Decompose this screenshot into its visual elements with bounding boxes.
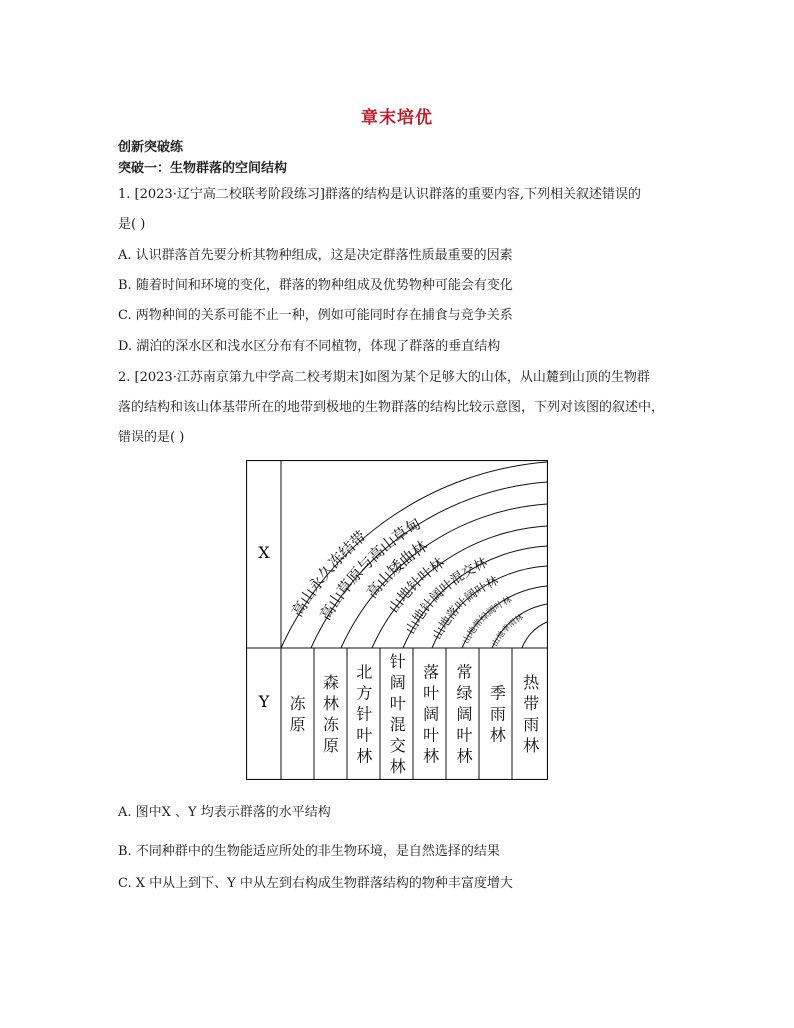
latitude-zone-label: 常绿阔叶林 <box>456 662 473 766</box>
arc-label-3: 高山矮曲林 <box>362 537 431 602</box>
latitude-zone-label: 森林冻原 <box>323 673 340 755</box>
question-1-stem-line2: 是( ) <box>118 217 146 232</box>
latitude-zone-labels <box>290 652 541 776</box>
arc-label-1: 高山永久冻结带 <box>288 527 370 621</box>
arc-label-4: 山地针叶林 <box>385 555 448 617</box>
question-2-stem-line1: 2. [2023·江苏南京第九中学高二校考期末]如图为某个足够大的山体，从山麓到山顶的生物群 <box>118 370 650 385</box>
latitude-zone-label: 落叶阔叶林 <box>423 662 440 766</box>
latitude-zone-label: 针阔叶混交林 <box>389 652 406 776</box>
question-2-option-b: B. 不同种群中的生物能适应所处的非生物环境，是自然选择的结果 <box>118 844 500 859</box>
question-1-option-d: D. 湖泊的深水区和浅水区分布有不同植物，体现了群落的垂直结构 <box>118 339 501 354</box>
question-2-stem-line2: 落的结构和该山体基带所在的地带到极地的生物群落的结构比较示意图，下列对该图的叙述中， <box>118 400 665 415</box>
question-2-option-a: A. 图中X 、Y 均表示群落的水平结构 <box>118 805 331 820</box>
arc-label-2: 高山草原与高山草甸 <box>316 514 425 624</box>
arc-label-6: 山地落叶阔叶林 <box>429 573 501 642</box>
latitude-zone-label: 热带雨林 <box>523 673 540 755</box>
x-row-label: X <box>258 543 270 562</box>
section-heading: 创新突破练 <box>118 140 184 155</box>
y-column-dividers <box>314 648 512 780</box>
vegetation-zonation-figure <box>246 460 548 780</box>
page-title: 章末培优 <box>361 108 433 128</box>
question-1-stem-line1: 1. [2023·辽宁高二校联考阶段练习]群落的结构是认识群落的重要内容,下列相关叙述错误的 <box>118 187 642 202</box>
arc-label-7: 山地常绿阔叶林 <box>461 595 514 646</box>
question-2-stem-line3: 错误的是( ) <box>118 430 185 445</box>
question-1-option-a: A. 认识群落首先要分析其物种组成，这是决定群落性质最重要的因素 <box>118 248 513 263</box>
latitude-zone-label: 季雨林 <box>489 683 506 745</box>
y-row-label: Y <box>258 692 270 711</box>
question-2-option-c: C. X 中从上到下、Y 中从左到右构成生物群落结构的物种丰富度增大 <box>118 876 513 891</box>
arc-label-5: 山地针阔叶混交林 <box>403 555 490 637</box>
latitude-zone-label: 冻原 <box>289 694 306 734</box>
subsection-heading: 突破一：生物群落的空间结构 <box>118 161 288 176</box>
latitude-zone-label: 北方针叶林 <box>356 662 373 766</box>
question-1-option-b: B. 随着时间和环境的变化，群落的物种组成及优势物种可能会有变化 <box>118 278 513 293</box>
arc-label-8: 山地季雨林 <box>490 612 526 648</box>
question-1-option-c: C. 两物种间的关系可能不止一种，例如可能同时存在捕食与竞争关系 <box>118 308 513 323</box>
